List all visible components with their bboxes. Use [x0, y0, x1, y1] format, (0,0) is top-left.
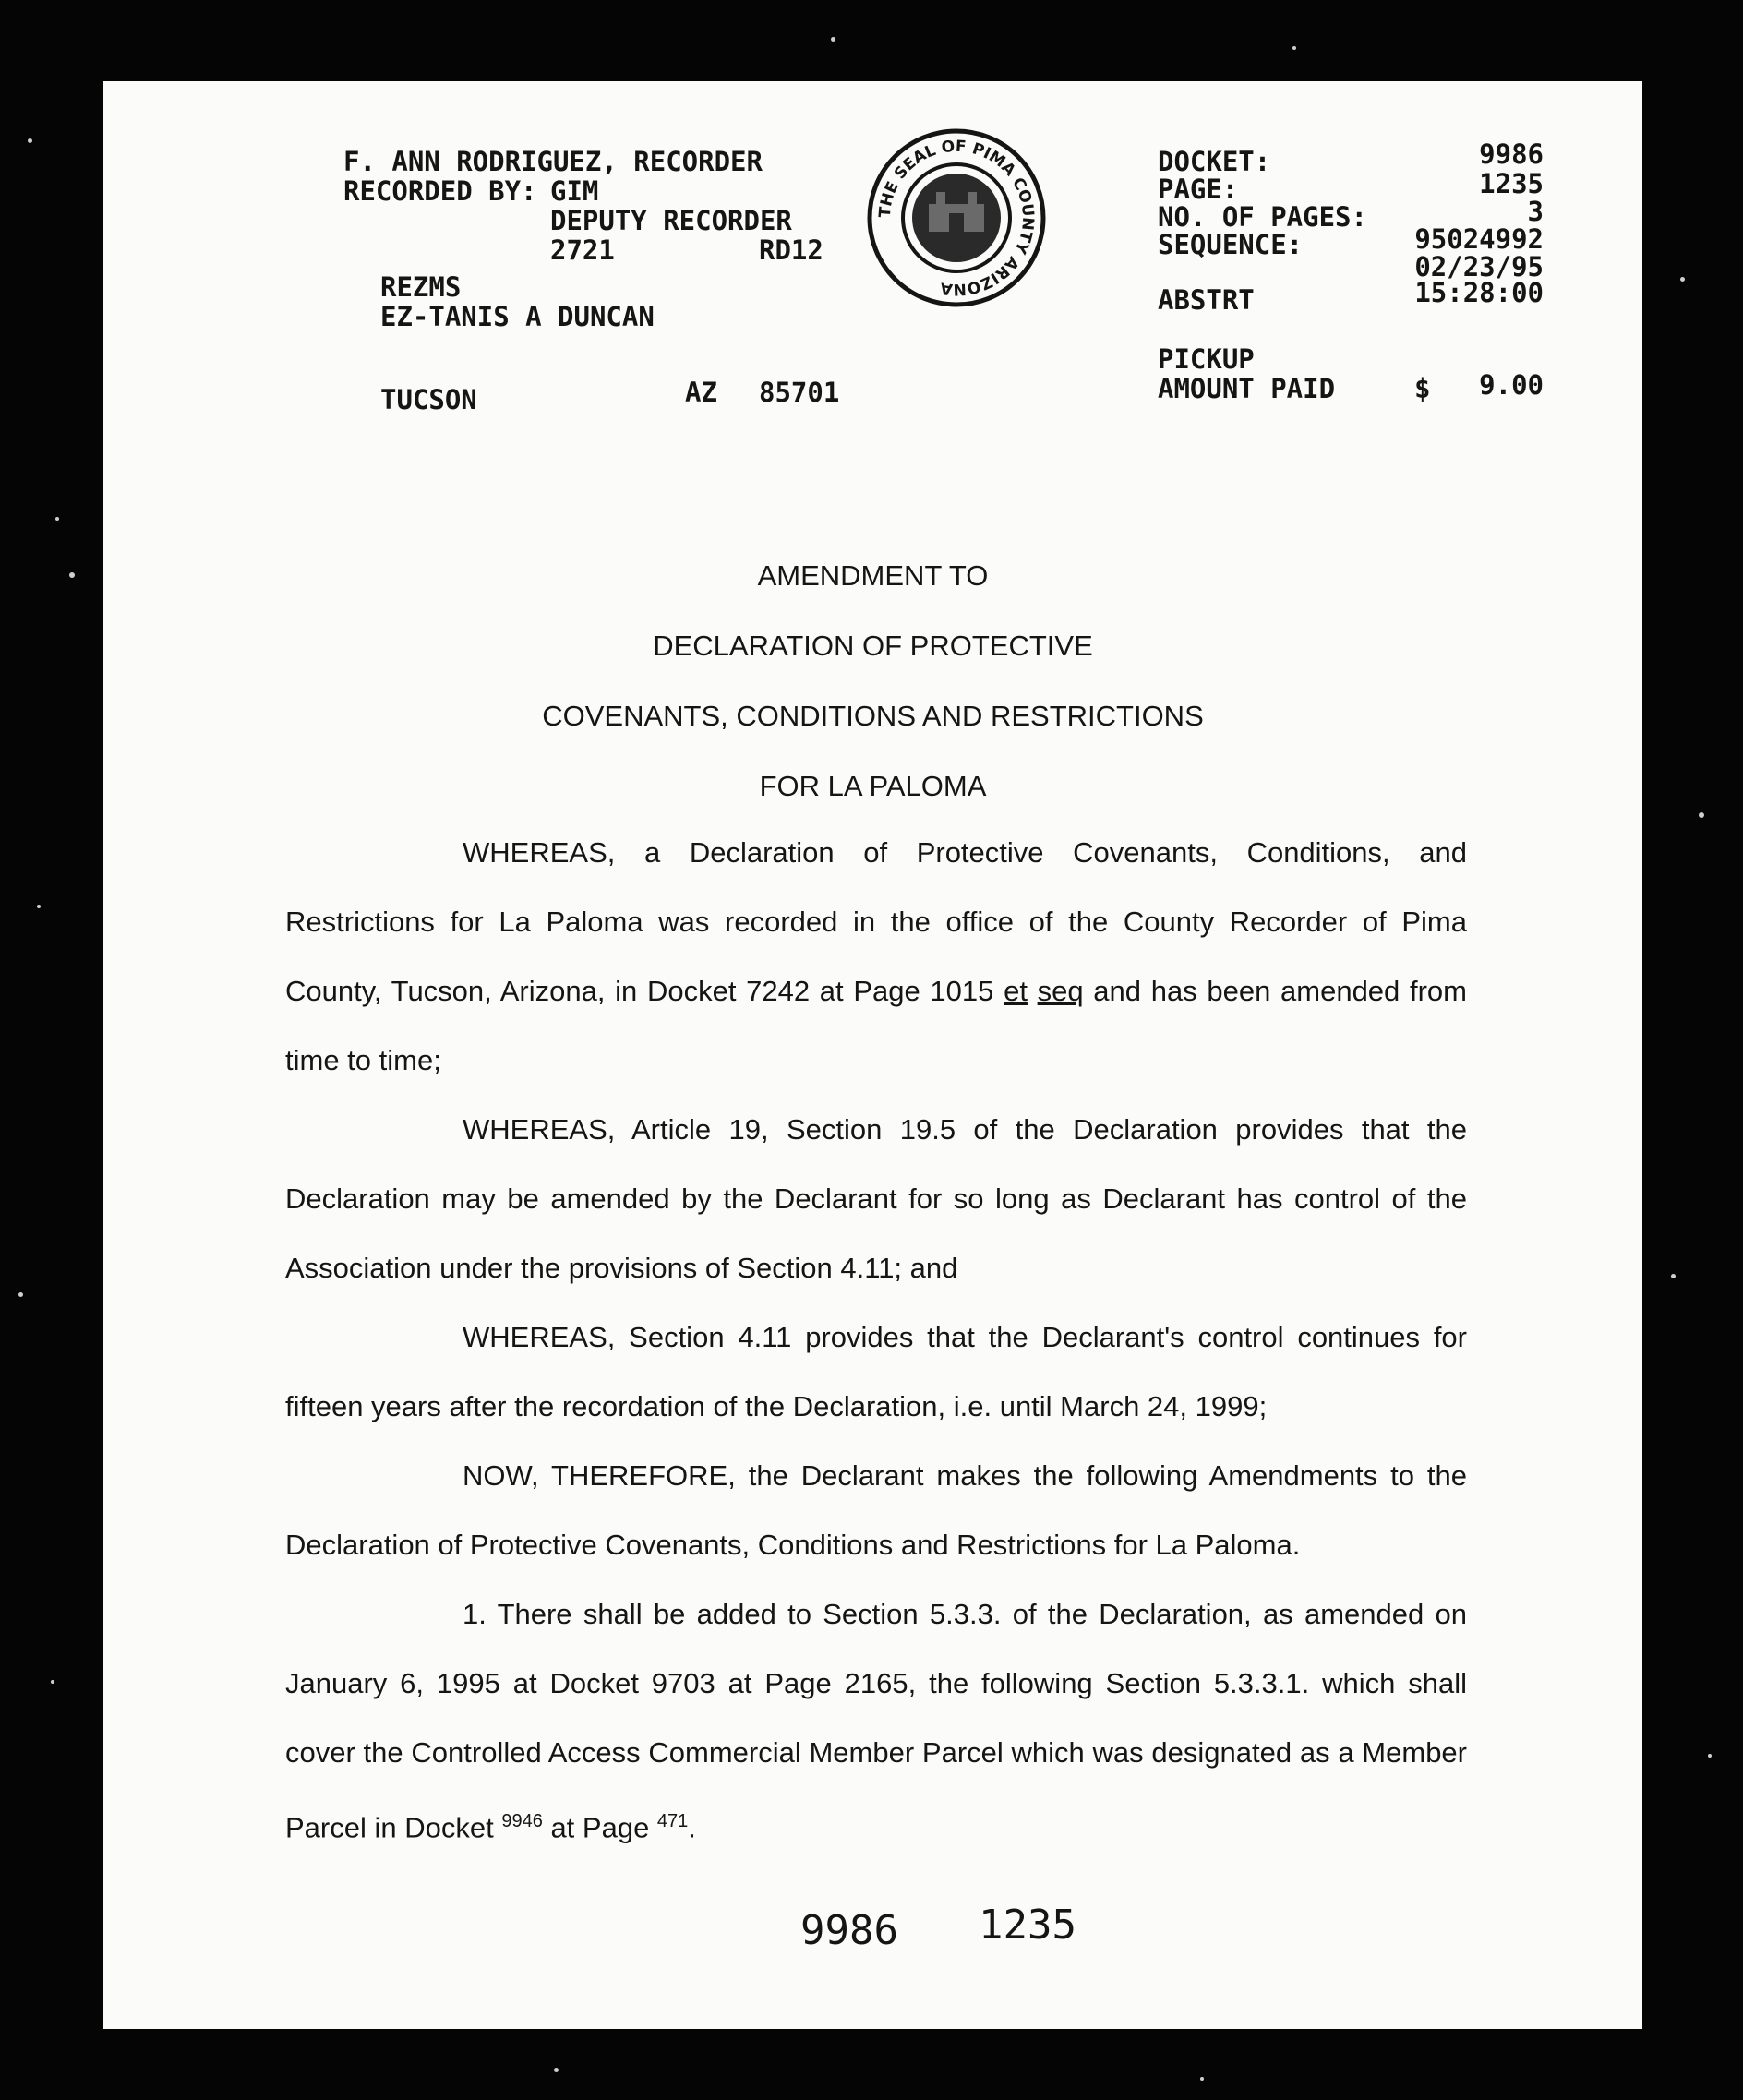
paragraph-whereas-3: [285, 1302, 1467, 1441]
sequence-label: SEQUENCE:: [1158, 229, 1304, 260]
scan-noise: [1680, 277, 1685, 282]
abstrt-label: ABSTRT: [1158, 284, 1255, 316]
rezms-code: REZMS: [380, 271, 462, 303]
paragraph-item-1: [285, 1579, 1467, 1862]
p5-page: 471: [656, 1811, 689, 1831]
docket-value: 9986: [1479, 138, 1544, 170]
pages-value: 3: [1527, 196, 1544, 227]
p4-text: NOW, THEREFORE, the Declarant makes the following Amendments to the Declaration of Protective Covenants, Conditions and Restrictions for La Paloma.: [285, 1459, 1467, 1561]
amount-paid-label: AMOUNT PAID: [1158, 373, 1336, 404]
title-line-4: FOR LA PALOMA: [759, 770, 987, 802]
recorder-code-right: RD12: [759, 234, 823, 266]
sequence-value: 95024992: [1414, 223, 1544, 255]
scan-noise: [1200, 2077, 1204, 2081]
amount-paid-value: 9.00: [1479, 369, 1544, 401]
scan-noise: [1708, 1754, 1712, 1758]
recorded-by-label: RECORDED BY:: [343, 175, 537, 207]
p2-text: WHEREAS, Article 19, Section 19.5 of the Declaration provides that the Declaration may be amended by the Declarant for so long as Declarant has control of the Association under the provisions of Section 4.11; and: [285, 1113, 1467, 1284]
p5-text-b: at Page: [542, 1811, 657, 1844]
p3-text: WHEREAS, Section 4.11 provides that the Declarant's control continues for fifteen years after the recordation of the Declaration, i.e. until March 24, 1999;: [285, 1321, 1467, 1422]
recorder-code-left: 2721: [550, 234, 615, 266]
p5-docket: 9946: [501, 1811, 543, 1831]
scan-noise: [37, 905, 41, 908]
county-seal-icon: [864, 126, 1049, 310]
footer-docket: 9986: [800, 1907, 898, 1954]
scan-noise: [69, 572, 75, 578]
state: AZ: [685, 377, 717, 408]
deputy-recorder: DEPUTY RECORDER: [550, 205, 792, 236]
scan-noise: [51, 1680, 54, 1684]
scan-noise: [831, 37, 835, 42]
scan-noise: [554, 2068, 559, 2072]
paragraph-whereas-1: [285, 818, 1467, 1095]
scan-noise: [28, 138, 32, 143]
city: TUCSON: [380, 384, 477, 415]
p5-text-c: .: [688, 1811, 696, 1844]
scan-noise: [55, 517, 59, 521]
ez-line: EZ-TANIS A DUNCAN: [380, 301, 655, 332]
record-time: 15:28:00: [1414, 277, 1544, 308]
scan-noise: [1699, 812, 1704, 818]
document-page: [103, 81, 1642, 2029]
scan-noise: [1292, 46, 1296, 50]
paragraph-now-therefore: [285, 1441, 1467, 1579]
currency-symbol: $: [1414, 373, 1431, 404]
pickup-label: PICKUP: [1158, 343, 1255, 375]
recorded-by-value: GIM: [550, 175, 599, 207]
record-date: 02/23/95: [1414, 251, 1544, 282]
title-line-1: AMENDMENT TO: [757, 559, 989, 592]
paragraph-whereas-2: [285, 1095, 1467, 1302]
footer-page: 1235: [979, 1902, 1076, 1949]
page-value: 1235: [1479, 168, 1544, 199]
page-label: PAGE:: [1158, 174, 1239, 205]
title-line-2: DECLARATION OF PROTECTIVE: [653, 630, 1093, 662]
p5-text-a: 1. There shall be added to Section 5.3.3. of the Declaration, as amended on January 6, 1995 at Docket 9703 at Page 2165, the following Section 5.3.3.1. which shall cover the Controlled Access Commercial Member Parcel which was designated as a Member Parcel in Docket: [285, 1598, 1467, 1844]
pages-label: NO. OF PAGES:: [1158, 201, 1367, 233]
p1-et: et: [1004, 975, 1028, 1007]
p1-seq: seq: [1037, 975, 1084, 1007]
zip: 85701: [759, 377, 840, 408]
p1-text-a: WHEREAS, a Declaration of Protective Covenants, Conditions, and Restrictions for La Paloma was recorded in the office of the County Recorder of Pima County, Tucson, Arizona, in Docket 7242 at Page 1015: [285, 836, 1467, 1007]
seal-ring-text: THE SEAL OF PIMA COUNTY ARIZONA: [875, 137, 1038, 299]
title-line-3: COVENANTS, CONDITIONS AND RESTRICTIONS: [542, 700, 1204, 732]
p1-text-b: and has been amended from time to time;: [285, 975, 1467, 1076]
scan-noise: [1671, 1274, 1676, 1278]
recorder-name: F. ANN RODRIGUEZ, RECORDER: [343, 146, 763, 177]
scan-noise: [18, 1292, 23, 1297]
docket-label: DOCKET:: [1158, 146, 1271, 177]
